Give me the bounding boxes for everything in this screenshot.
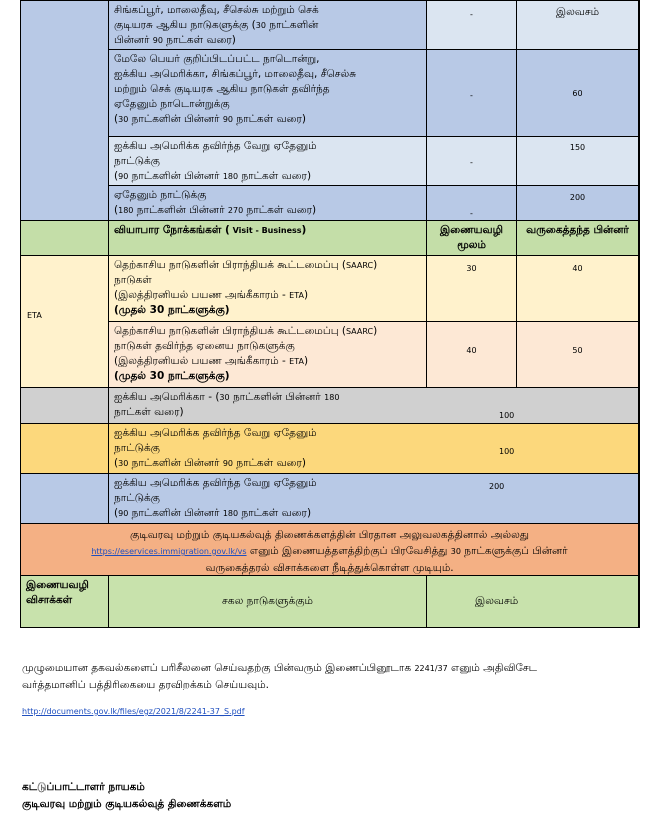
table-right-border (639, 0, 640, 628)
eta-other-arrival-fee: 50 (517, 322, 639, 388)
online-visa-countries: சகல நாடுகளுக்கும் (109, 576, 427, 628)
ext-usa-row: ஐக்கிய அமெரிக்கா - (30 நாட்களின் பின்னர் 180 நாட்கள் வரை) 100 (109, 388, 639, 424)
arrival-column-header: வருகைத்தந்த பின்னர் (517, 221, 639, 256)
category-cell-ext-usa (21, 388, 109, 424)
eta-other-desc: தெற்காசிய நாடுகளின் பிராந்தியக் கூட்டமைப்பு (SAARC) நாடுகள் தவிர்ந்த ஏனைய நாடுகளுக்கு (இலத்திரனியல் பயண அங்கீகாரம் - ETA) (முதல் 30 நாட்களுக்கு) (109, 322, 427, 388)
ext-other-90-fee: 100 (499, 447, 515, 456)
category-cell-ext-90 (21, 424, 109, 474)
online-fee-row-3: - (427, 137, 517, 186)
online-fee-row-2: - (427, 50, 517, 137)
signature-department: குடிவரவு மற்றும் குடியகல்வுத் திணைக்களம் (22, 798, 232, 810)
gazette-link[interactable]: http://documents.gov.lk/files/egz/2021/8/2241-37_S.pdf (22, 707, 245, 716)
category-cell-business (21, 221, 109, 256)
ext-usa-fee: 100 (499, 411, 515, 420)
signature-title: கட்டுப்பாட்டாளர் நாயகம் (22, 781, 145, 793)
online-fee-row-4: - (427, 186, 517, 221)
online-fee-row-1: - (427, 1, 517, 50)
online-column-header: இணையவழி மூலம் (427, 221, 517, 256)
desc-row-1: சிங்கப்பூர், மாலைதீவு, சீசெல்சு மற்றும் செக் குடியரசு ஆகிய நாடுகளுக்கு (30 நாட்களின் பின்னர் 90 நாட்கள் வரை) (109, 1, 427, 50)
signature-block (22, 779, 632, 813)
eta-saarc-desc: தெற்காசிய நாடுகளின் பிராந்தியக் கூட்டமைப்பு (SAARC) நாடுகள் (இலத்திரனியல் பயண அங்கீகாரம் - ETA) (முதல் 30 நாட்களுக்கு) (109, 256, 427, 322)
extension-notice: குடிவரவு மற்றும் குடியகல்வுத் திணைக்களத்தின் பிரதான அலுவலகத்தினால் அல்லது https://eservices.immigration.gov.lk/vs எனும் இணையத்தளத்திற்குப் பிரவேசித்து 30 நாட்களுக்குப் பின்னர் வருகைத்தரல் விசாக்களை நீடித்துக்கொள்ள முடியும். (21, 524, 639, 576)
ext-other-180-fee: 200 (489, 482, 505, 491)
eta-saarc-arrival-fee: 40 (517, 256, 639, 322)
eservices-link[interactable]: https://eservices.immigration.gov.lk/vs (91, 547, 247, 556)
eta-label: ETA (21, 256, 109, 388)
arrival-fee-row-1: இலவசம் (517, 1, 639, 50)
arrival-fee-row-4: 200 (517, 186, 639, 221)
category-cell-tourist (21, 1, 109, 221)
desc-row-3: ஐக்கிய அமெரிக்க தவிர்ந்த வேறு ஏதேனும் நாட்டுக்கு (90 நாட்களின் பின்னர் 180 நாட்கள் வரை) (109, 137, 427, 186)
ext-other-90-row: ஐக்கிய அமெரிக்க தவிர்ந்த வேறு ஏதேனும் நாட்டுக்கு (30 நாட்களின் பின்னர் 90 நாட்கள் வரை) 100 (109, 424, 639, 474)
category-cell-ext-180 (21, 474, 109, 524)
business-purpose-header: வியாபார நோக்கங்கள் ( Visit - Business) (109, 221, 427, 256)
visa-fee-table (20, 0, 640, 628)
desc-row-4: ஏதேனும் நாட்டுக்கு (180 நாட்களின் பின்னர் 270 நாட்கள் வரை) (109, 186, 427, 221)
eta-saarc-online-fee: 30 (427, 256, 517, 322)
arrival-fee-row-2: 60 (517, 50, 639, 137)
online-visa-fee: இலவசம் (427, 576, 639, 628)
arrival-fee-row-3: 150 (517, 137, 639, 186)
eta-other-online-fee: 40 (427, 322, 517, 388)
desc-row-2: மேலே பெயர் குறிப்பிடப்பட்ட நாடொன்று, ஐக்கிய அமெரிக்கா, சிங்கப்பூர், மாலைதீவு, சீசெல்சு மற்றும் செக் குடியரசு ஆகிய நாடுகள் தவிர்ந்த ஏதேனும் நாடொன்றுக்கு (30 நாட்களின் பின்னர் 90 நாட்கள் வரை) (109, 50, 427, 137)
ext-other-180-row: ஐக்கிய அமெரிக்க தவிர்ந்த வேறு ஏதேனும் நாட்டுக்கு (90 நாட்களின் பின்னர் 180 நாட்கள் வரை) 200 (109, 474, 639, 524)
download-instructions: முழுமையான தகவல்களைப் பரிசீலனை செய்வதற்கு பின்வரும் இணைப்பினூடாக 2241/37 எனும் அதிவிசேட வர்த்தமானிப் பத்திரிகையை தரவிறக்கம் செய்யவும். (22, 662, 538, 691)
online-visa-label: இணையவழி விசாக்கள் (21, 576, 109, 628)
